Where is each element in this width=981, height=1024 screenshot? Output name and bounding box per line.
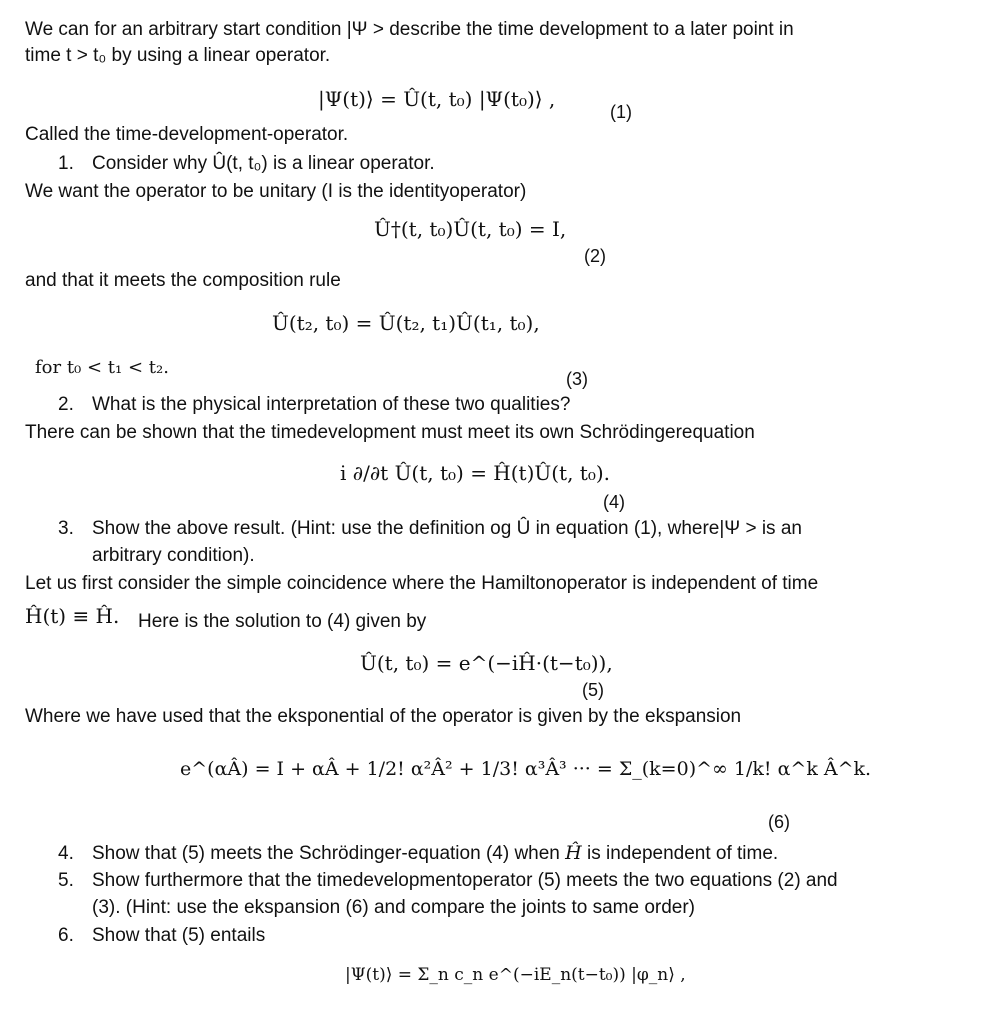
equation-2-number: (2) (584, 246, 606, 266)
paragraph-expansion: Where we have used that the eksponential of the operator is given by the ekspansion (25, 706, 742, 727)
question-3-line-2: arbitrary condition). (92, 545, 255, 566)
paragraph-schrodinger: There can be shown that the timedevelopment must meet its own Schrödingerequation (25, 422, 755, 443)
question-4-text-after: is independent of time. (587, 843, 779, 864)
question-4-text-before: Show that (5) meets the Schrödinger-equation (4) when (92, 843, 560, 864)
paragraph-called: Called the time-development-operator. (25, 124, 349, 145)
question-5-line-1: Show furthermore that the timedevelopmentoperator (5) meets the two equations (2) and (92, 870, 838, 891)
intro-line-2: time t > t₀ by using a linear operator. (25, 45, 331, 66)
question-3-number: 3. (58, 518, 74, 539)
equation-7: |Ψ(t)⟩ = Σ_n c_n e^(−iE_n(t−t₀)) |φ_n⟩ , (345, 965, 686, 985)
question-3-line-1: Show the above result. (Hint: use the definition og Û in equation (1), where|Ψ > is an (92, 518, 802, 539)
question-2 (58, 392, 570, 418)
equation-3-number: (3) (566, 369, 588, 389)
question-5-number: 5. (58, 870, 74, 891)
question-5-line-2: (3). (Hint: use the ekspansion (6) and compare the joints to same order) (92, 897, 696, 918)
paragraph-simple-case: Let us first consider the simple coincidence where the Hamiltonoperator is independent of time (25, 573, 819, 594)
question-1 (58, 151, 435, 177)
equation-4-number: (4) (603, 492, 625, 512)
question-4 (58, 840, 778, 867)
question-6 (58, 923, 265, 949)
question-4-math: Ĥ (565, 842, 582, 864)
hamiltonian-identity: Ĥ(t) ≡ Ĥ. (25, 604, 120, 628)
intro-line-1: We can for an arbitrary start condition |Ψ > describe the time development to a later point in (25, 19, 794, 40)
equation-1: |Ψ(t)⟩ = Û(t, t₀) |Ψ(t₀)⟩ , (318, 87, 556, 111)
question-4-number: 4. (58, 843, 74, 864)
question-6-text: Show that (5) entails (92, 925, 266, 946)
paragraph-composition: and that it meets the composition rule (25, 270, 341, 291)
equation-5: Û(t, t₀) = e^(−iĤ·(t−t₀)), (360, 651, 613, 675)
question-2-number: 2. (58, 394, 74, 415)
question-2-text: What is the physical interpretation of these two qualities? (92, 394, 571, 415)
question-1-text: Consider why Û(t, t₀) is a linear operator. (92, 153, 435, 174)
equation-3-condition: for t₀ < t₁ < t₂. (35, 357, 169, 378)
equation-3: Û(t₂, t₀) = Û(t₂, t₁)Û(t₁, t₀), (272, 311, 540, 335)
equation-5-number: (5) (582, 680, 604, 700)
paragraph-unitary: We want the operator to be unitary (I is the identityoperator) (25, 181, 527, 202)
equation-2: Û†(t, t₀)Û(t, t₀) = I, (374, 217, 567, 241)
equation-6-number: (6) (768, 812, 790, 832)
equation-6: e^(αÂ) = I + αÂ + 1/2! α²Â² + 1/3! α³Â³ ··· = Σ_(k=0)^∞ 1/k! α^k Â^k. (180, 758, 872, 780)
equation-1-number: (1) (610, 102, 632, 122)
question-3 (58, 516, 802, 542)
paragraph-solution: Here is the solution to (4) given by (138, 611, 427, 632)
question-1-number: 1. (58, 153, 74, 174)
equation-4: i ∂/∂t Û(t, t₀) = Ĥ(t)Û(t, t₀). (340, 461, 611, 485)
question-6-number: 6. (58, 925, 74, 946)
question-5 (58, 868, 838, 894)
